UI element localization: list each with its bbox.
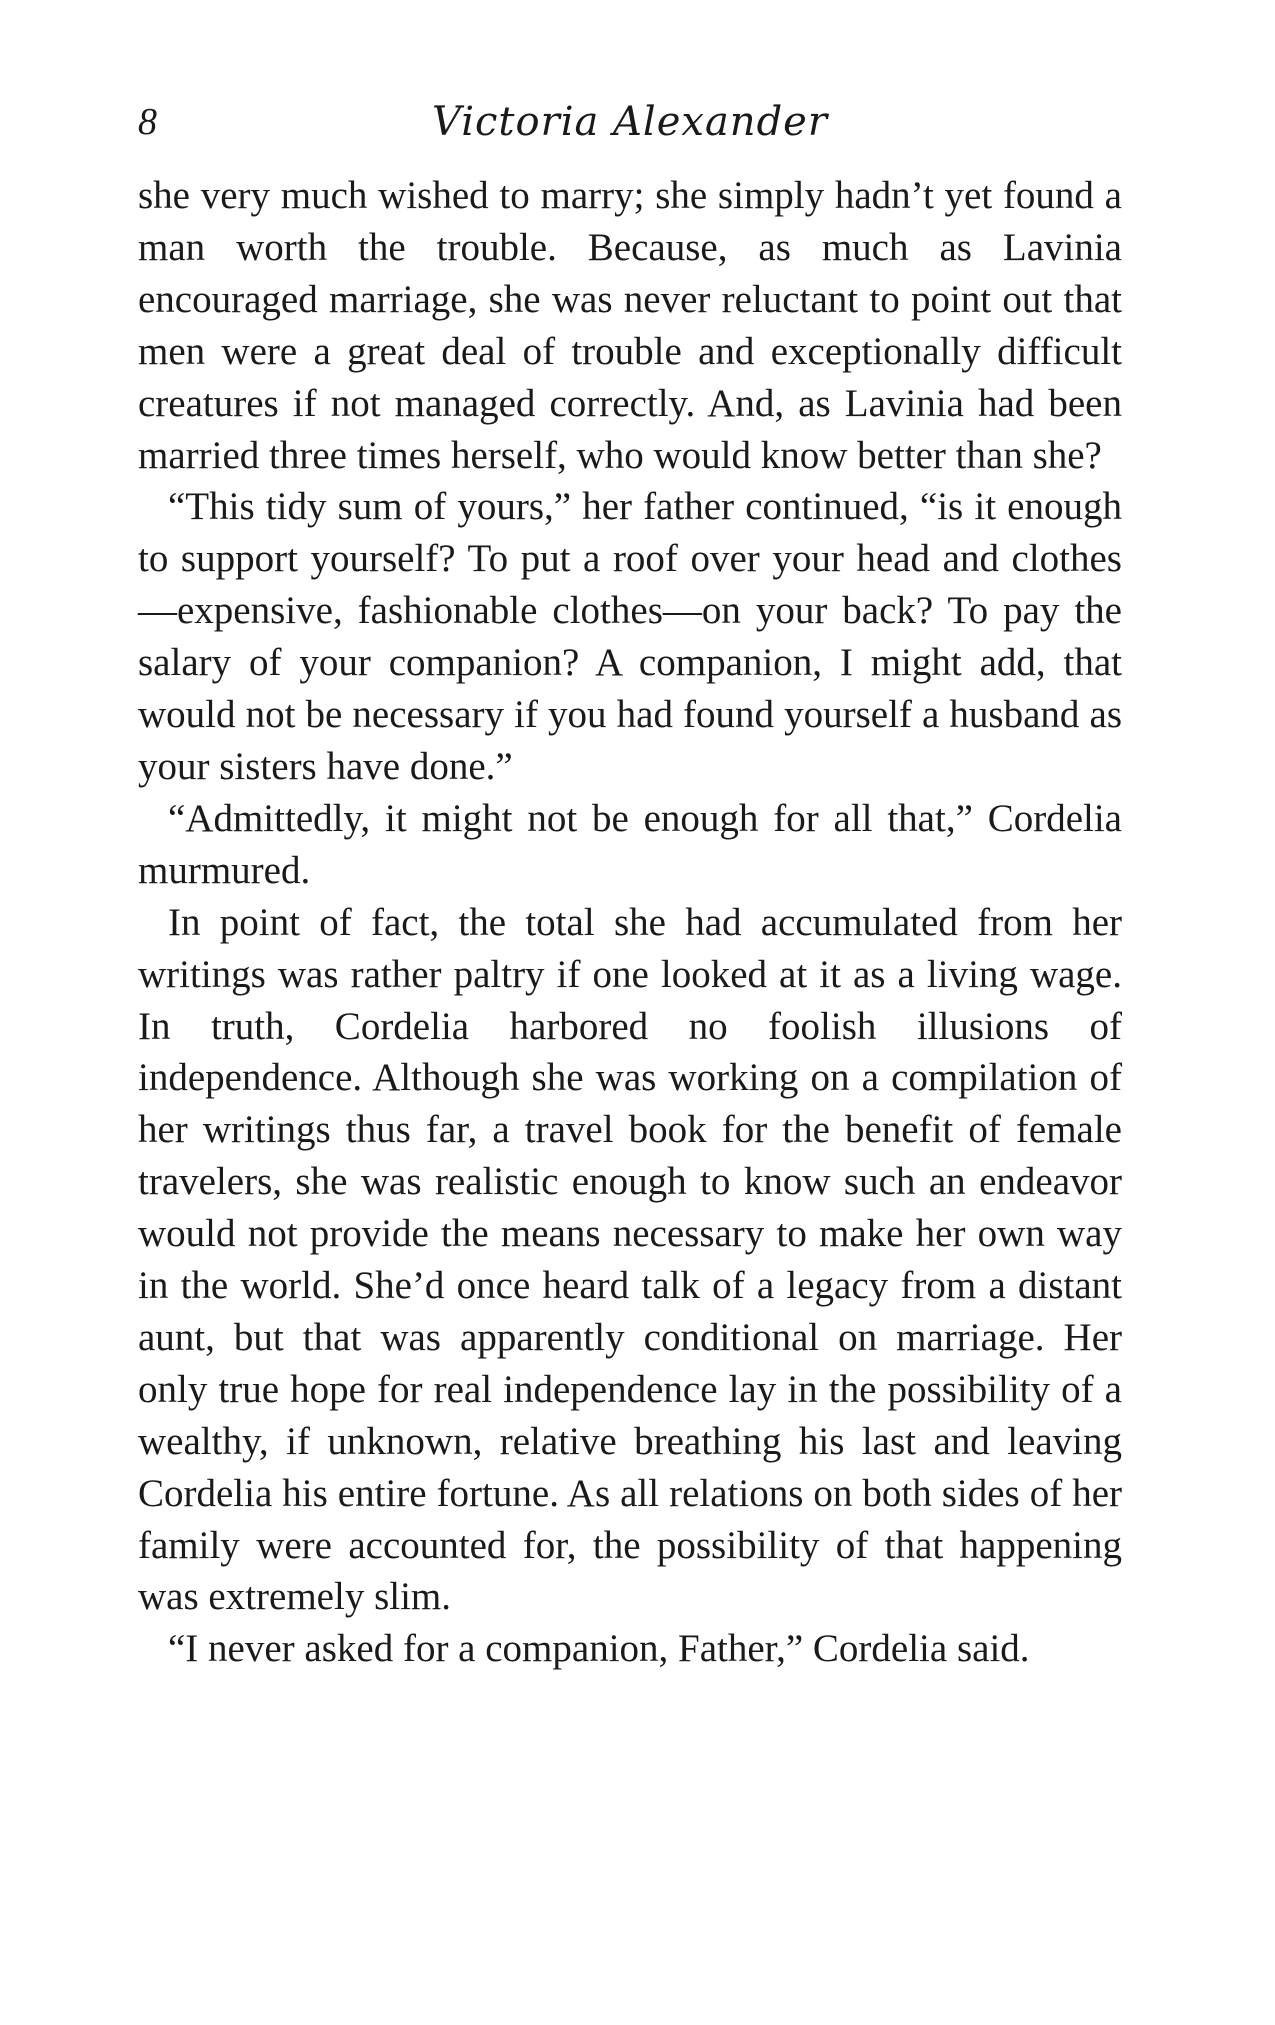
body-text [138, 170, 1122, 1675]
author-name: Victoria Alexander [432, 99, 828, 145]
paragraph: “I never asked for a companion, Father,” Cordelia said. [168, 1627, 1030, 1671]
paragraph: “This tidy sum of yours,” her father continued, “is it enough to support yourself? To put a roof over your head and clothes—expensive, fashionable clothes—on your back? To pay the salary of your companion? A companion, I might add, that would not be necessary if you had found yourself a husband as your sisters have done.” [138, 485, 1122, 788]
paragraph: “Admittedly, it might not be enough for all that,” Cordelia murmured. [138, 796, 1122, 892]
paragraph: In point of fact, the total she had accumulated from her writings was rather paltry if one looked at it as a living wage. In truth, Cordelia harbored no foolish illusions of independence. Although she was working on a compilation of her writings thus far, a travel book for the benefit of female travelers, she was realistic enough to know such an endeavor would not provide the means necessary to make her own way in the world. She’d once heard talk of a legacy from a distant aunt, but that was apparently conditional on marriage. Her only true hope for real independence lay in the possibility of a wealthy, if unknown, relative breathing his last and leaving Cordelia his entire fortune. As all relations on both sides of her family were accounted for, the possibility of that happening was extremely slim. [138, 900, 1122, 1619]
running-head [138, 92, 1122, 152]
page-number: 8 [138, 101, 157, 143]
paragraph: she very much wished to marry; she simply hadn’t yet found a man worth the trouble. Because, as much as Lavinia encouraged marriage, she was never reluctant to point out that men were a great deal of trouble and exceptionally difficult creatures if not managed correctly. And, as Lavinia had been married three times herself, who would know better than she? [138, 174, 1122, 477]
